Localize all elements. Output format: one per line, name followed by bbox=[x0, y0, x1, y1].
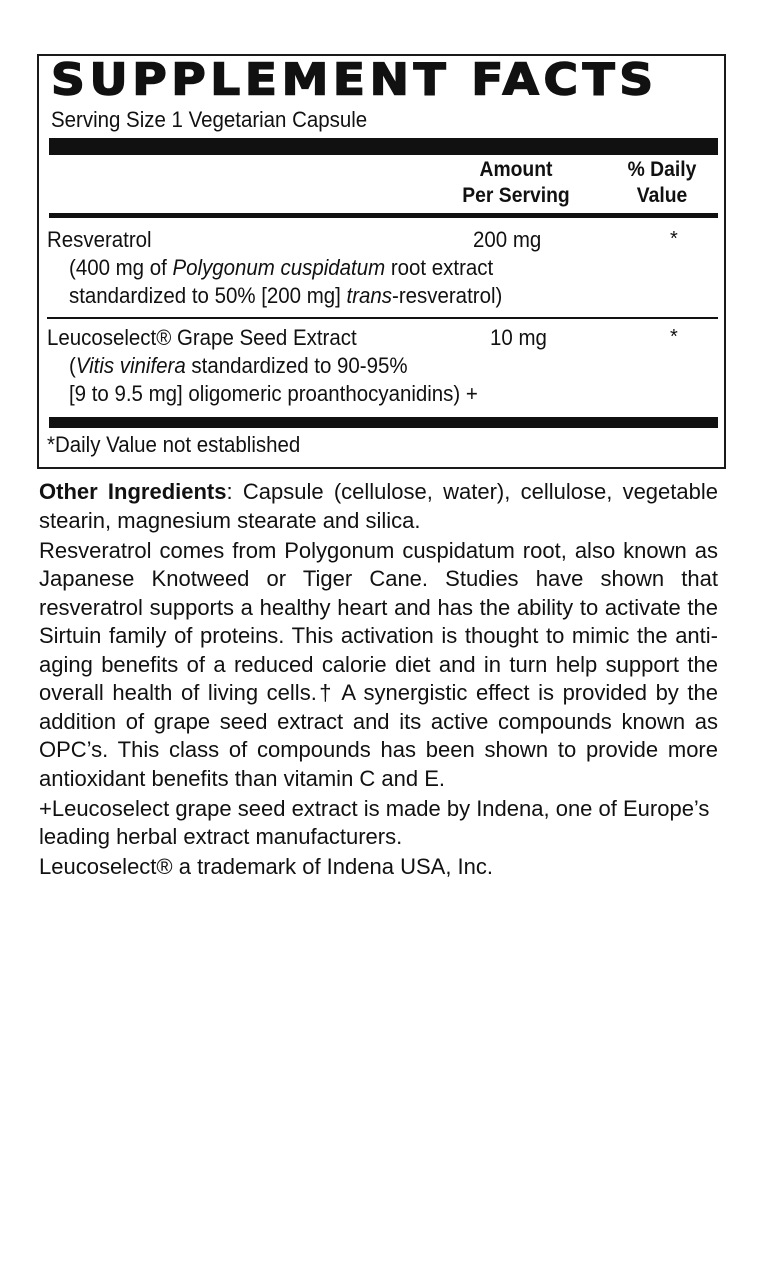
column-header-amount bbox=[452, 157, 581, 209]
divider-thick-top bbox=[49, 138, 718, 155]
serving-size: Serving Size 1 Vegetarian Capsule bbox=[51, 107, 368, 132]
ingredient-amount: 200 mg bbox=[473, 227, 542, 252]
ingredient-amount: 10 mg bbox=[490, 325, 547, 350]
supplement-facts-panel bbox=[37, 54, 726, 469]
other-ingredients-label: Other Ingredients bbox=[39, 479, 227, 504]
ingredient-detail-line2: [9 to 9.5 mg] oligomeric proanthocyanidins) + bbox=[69, 381, 478, 406]
amount-header-line2: Per Serving bbox=[462, 184, 570, 207]
column-header-daily-value bbox=[616, 157, 708, 209]
ingredient-detail-line1: (400 mg of Polygonum cuspidatum root extract bbox=[69, 255, 494, 280]
ingredient-detail-line2: standardized to 50% [200 mg] trans-resveratrol) bbox=[69, 283, 503, 308]
description: Resveratrol comes from Polygonum cuspidatum root, also known as Japanese Knotweed or Tiger Cane. Studies have shown that resveratrol supports a healthy heart and has the ability to activate the Sirtuin family of proteins. This activation is thought to mimic the anti-aging benefits of a reduced calorie diet and in turn help support the overall health of living cells.† A synergistic effect is provided by the addition of grape seed extract and its active compounds known as OPC’s. This class of compounds has been shown to provide more antioxidant benefits than vitamin C and E. bbox=[39, 537, 718, 791]
other-ingredients bbox=[39, 478, 718, 535]
ingredient-dv: * bbox=[670, 326, 678, 348]
ingredient-name: Resveratrol bbox=[47, 227, 152, 252]
other-ingredients-text: : Capsule (cellulose, water), cellulose, vegetable stearin, magnesium stearate and silica. bbox=[39, 479, 718, 533]
label-text-block bbox=[39, 478, 718, 883]
dv-header-line2: Value bbox=[636, 184, 688, 207]
trademark-note: Leucoselect® a trademark of Indena USA, Inc. bbox=[39, 854, 494, 879]
divider-medium bbox=[49, 213, 718, 218]
leucoselect-note: +Leucoselect grape seed extract is made by Indena, one of Europe’s leading herbal extract manufacturers. bbox=[39, 795, 710, 849]
divider-thick-bottom bbox=[49, 417, 718, 428]
amount-header-line1: Amount bbox=[479, 158, 553, 181]
divider-thin bbox=[47, 317, 718, 319]
ingredient-name: Leucoselect® Grape Seed Extract bbox=[47, 325, 357, 350]
dv-header-line1: % Daily bbox=[627, 158, 697, 181]
ingredient-detail-line1: (Vitis vinifera standardized to 90-95% bbox=[69, 353, 408, 378]
footnote: *Daily Value not established bbox=[47, 432, 301, 457]
panel-title: SUPPLEMENT FACTS bbox=[51, 55, 658, 106]
ingredient-dv: * bbox=[670, 228, 678, 250]
